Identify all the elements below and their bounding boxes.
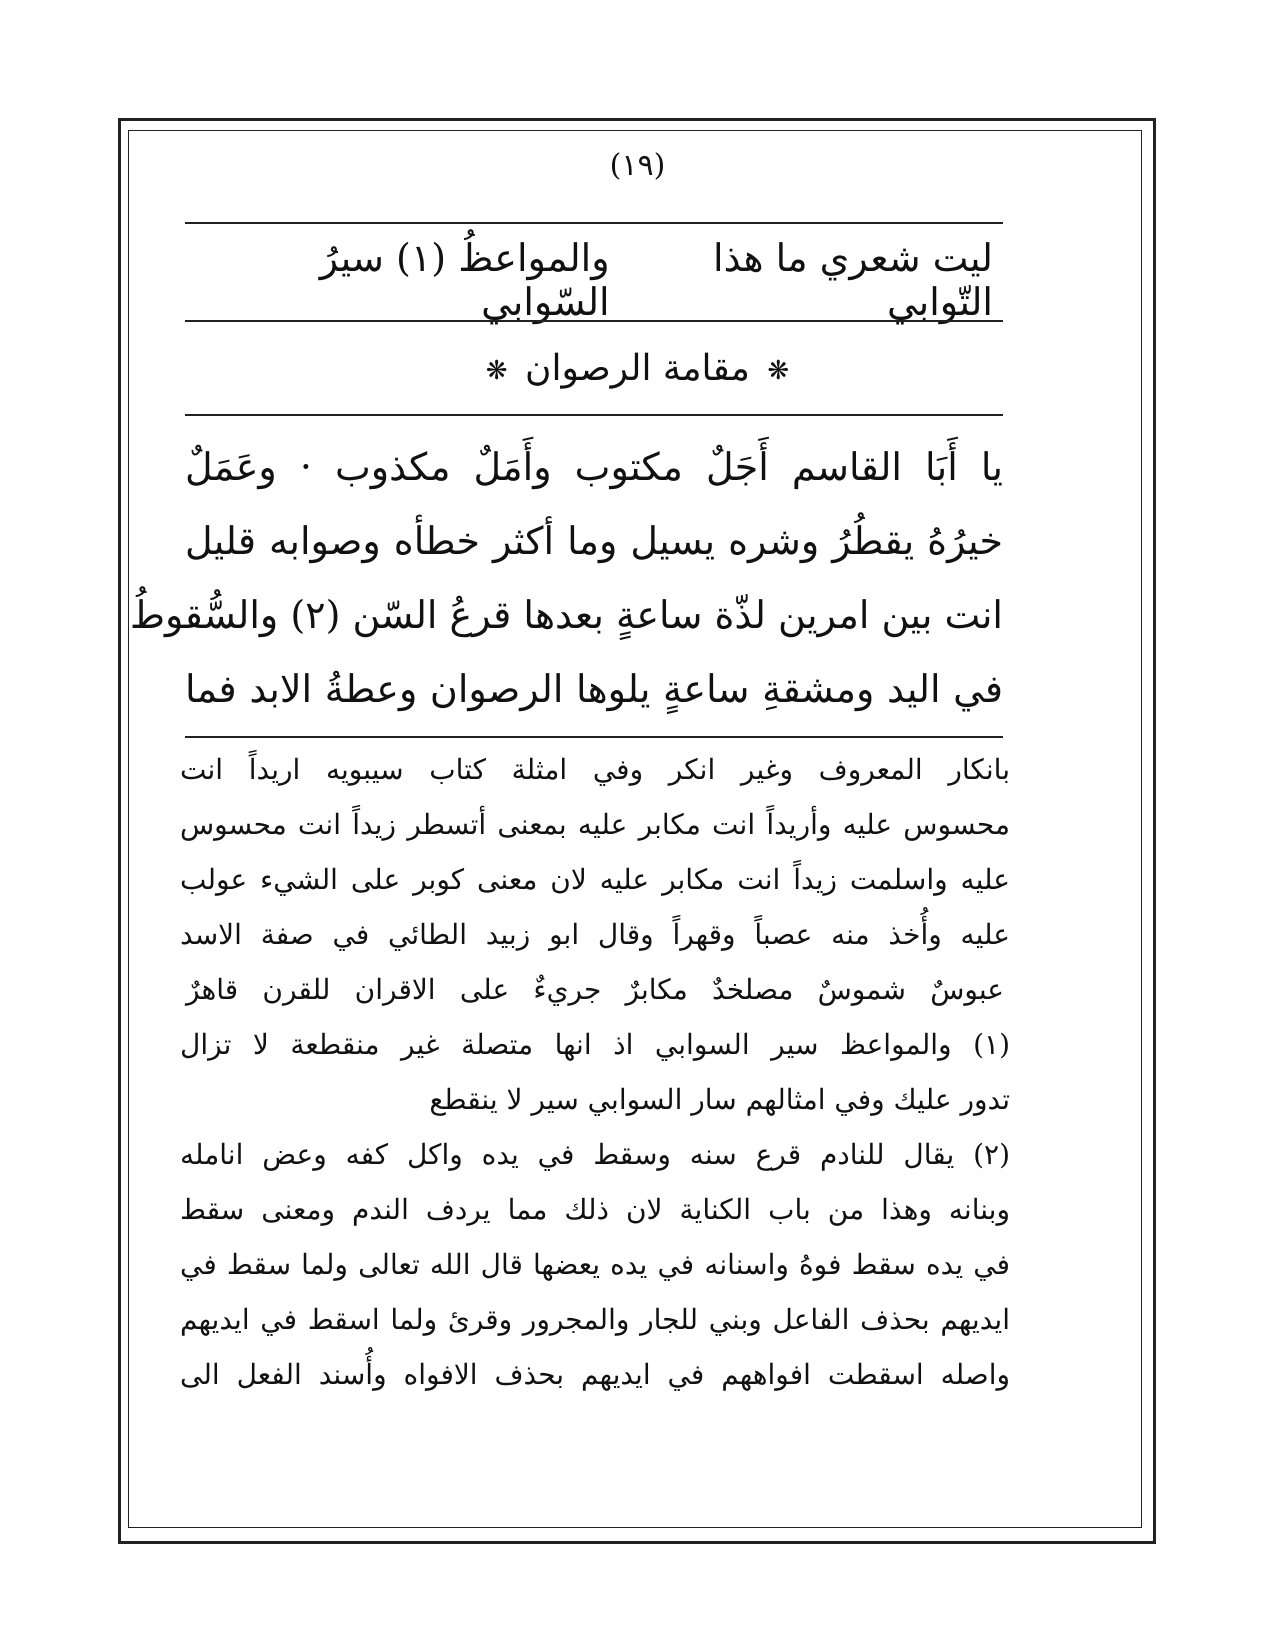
footnote-line: محسوس عليه وأريداً انت مكابر عليه بمعنى أتسطر زيداً انت محسوس bbox=[180, 808, 1010, 841]
ornament-icon: ❋ bbox=[485, 356, 508, 386]
main-text bbox=[129, 430, 1003, 726]
page-number: (١٩) bbox=[609, 148, 666, 183]
header-verse bbox=[185, 236, 1003, 324]
verse-hemistich-left: والمواعظُ (١) سيرُ السّوابي bbox=[319, 236, 610, 324]
ornament-icon: ❋ bbox=[767, 356, 790, 386]
footnote-rule bbox=[185, 736, 1003, 738]
verse-hemistich-right: ليت شعري ما هذا التّوابي bbox=[713, 236, 993, 324]
header-rule bbox=[185, 222, 1003, 224]
footnote-line: (١) والمواعظ سير السوابي اذ انها متصلة غير منقطعة لا تزال bbox=[180, 1028, 1010, 1061]
footnote-line: عليه واسلمت زيداً انت مكابر عليه لان معنى كوبر على الشيء عولب bbox=[180, 863, 1010, 896]
footnote-line: (٢) يقال للنادم قرع سنه وسقط في يده واكل كفه وعض انامله bbox=[180, 1138, 1010, 1171]
title-rule bbox=[185, 414, 1003, 416]
footnote-line: في يده سقط فوهُ واسنانه في يده يعضها قال الله تعالى ولما سقط في bbox=[180, 1248, 1010, 1281]
footnote-line: واصله اسقطت افواههم في ايديهم بحذف الافواه وأُسند الفعل الى bbox=[180, 1358, 1010, 1391]
footnote-line: ايديهم بحذف الفاعل وبني للجار والمجرور وقرئ ولما اسقط في ايديهم bbox=[180, 1303, 1010, 1336]
footnote-line: بانكار المعروف وغير انكر وفي امثلة كتاب سيبويه اريداً انت bbox=[180, 753, 1010, 786]
footnote-line: تدور عليك وفي امثالهم سار السوابي سير لا ينقطع bbox=[429, 1083, 1010, 1116]
main-text-line: انت بين امرين لذّة ساعةٍ بعدها قرعُ السّن (٢) والسُّقوطُ bbox=[129, 593, 1003, 637]
main-text-line: يا أَبَا القاسم أَجَلٌ مكتوب وأَمَلٌ مكذوب · وعَمَلٌ bbox=[185, 445, 1003, 489]
footnote-line: عليه وأُخذ منه عصباً وقهراً وقال ابو زبيد الطائي في صفة الاسد bbox=[180, 918, 1010, 951]
maqama-title-text: مقامة الرصوان bbox=[525, 348, 750, 389]
verse-rule bbox=[185, 320, 1003, 322]
maqama-title bbox=[0, 348, 1275, 389]
footnotes bbox=[180, 742, 1010, 1402]
main-text-line: في اليد ومشقةِ ساعةٍ يلوها الرصوان وعطةُ الابد فما bbox=[185, 667, 1003, 711]
footnote-poem-line: عبوسٌ شموسٌ مصلخدٌ مكابرٌ جريءٌ على الاقران للقرن قاهرٌ bbox=[186, 973, 1004, 1006]
main-text-line: خيرُهُ يقطُرُ وشره يسيل وما أكثر خطأه وصوابه قليل bbox=[185, 519, 1003, 563]
footnote-line: وبنانه وهذا من باب الكناية لان ذلك مما يردف الندم ومعنى سقط bbox=[180, 1193, 1010, 1226]
